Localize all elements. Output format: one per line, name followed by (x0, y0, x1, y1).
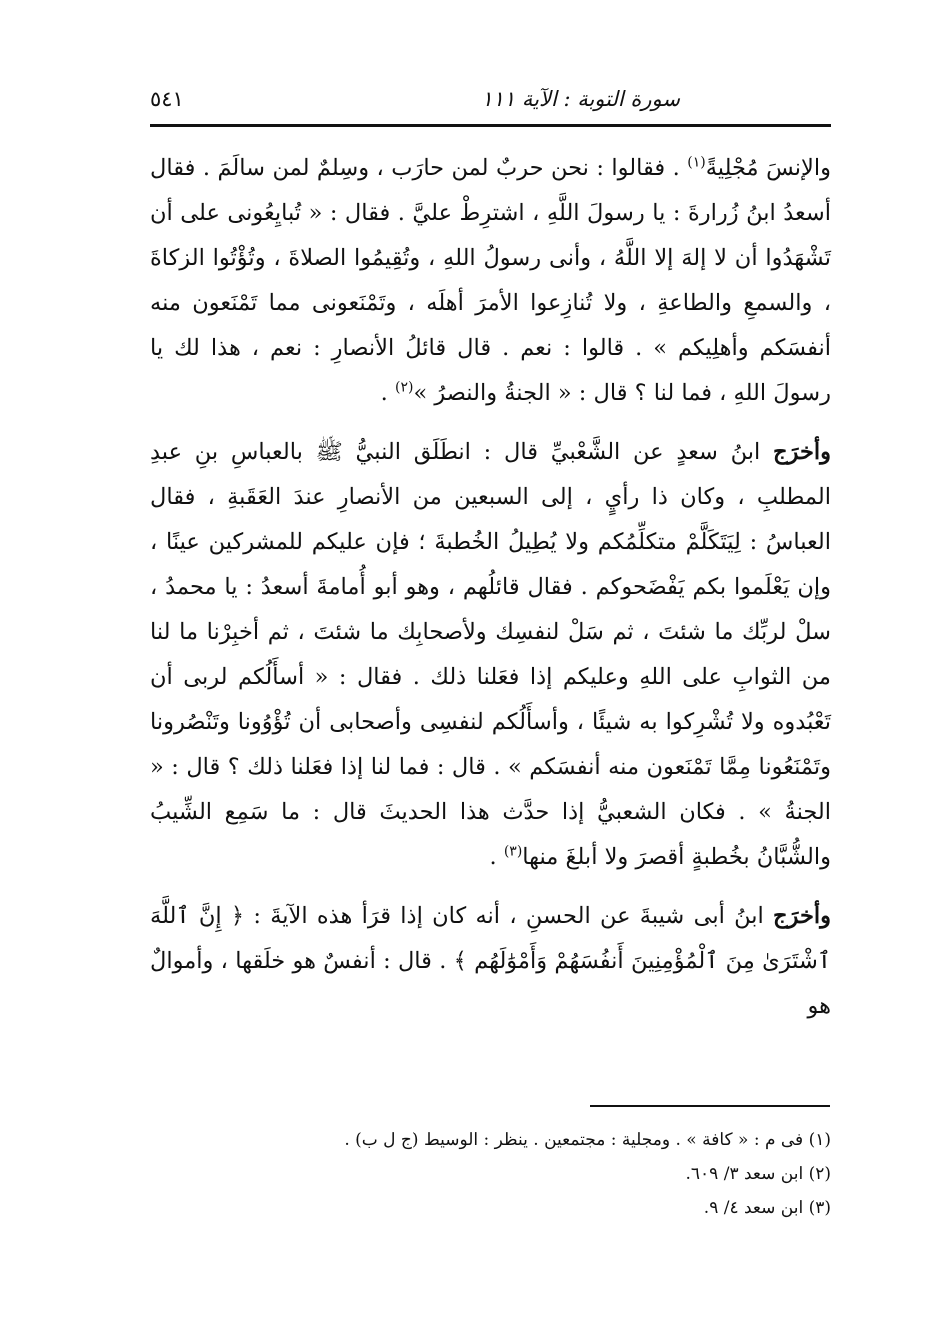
main-text (150, 146, 831, 1029)
paragraph-2 (150, 430, 831, 880)
page-number: ٥٤١ (150, 87, 184, 111)
footnote-3: (٣) ابن سعد ٤/ ٩. (703, 1198, 831, 1218)
footnote-ref-1: (١) (687, 154, 706, 171)
paragraph-2-text-b: . (489, 844, 504, 870)
footnote-rule (590, 1105, 830, 1107)
paragraph-3-text-a: ابنُ أبى شيبةَ عن الحسنِ ، أنه كان إذا قرَأ هذه الآيةَ : ﴿ إِنَّ ٱللَّهَ ٱشْتَرَىٰ مِنَ ٱلْمُؤْمِنِينَ أَنفُسَهُمْ وَأَمْوَٰلَهُم ﴾ . قال : أنفسٌ هو خلَقها ، وأموالٌ هو (150, 903, 831, 1019)
paragraph-1-text-c: . (380, 380, 395, 406)
footnote-ref-2: (٢) (394, 379, 414, 396)
footnotes (150, 1123, 831, 1225)
paragraph-3-lead-word: وأخرَج (773, 903, 831, 929)
page-header (150, 82, 830, 122)
paragraph-3 (150, 894, 831, 1029)
paragraph-1-text-b: . فقالوا : نحن حربٌ لمن حارَب ، وسِلمٌ لمن سالَمَ . فقال أسعدُ ابنُ زُرارةَ : يا رسولَ اللَّهِ ، اشترِطْ عليَّ . فقال : « تُبايِعُونى على أن تَشْهَدُوا أن لا إلهَ إلا اللَّهُ ، وأنى رسولُ اللهِ ، وتُقِيمُوا الصلاةَ ، وتُؤْتُوا الزكاةَ ، والسمعِ والطاعةِ ، ولا تُنازِعوا الأمرَ أهلَه ، وتَمْنَعونى مما تَمْنَعون منه أنفسَكم وأهلِيكم » . قالوا : نعم . قال قائلُ الأنصارِ : نعم ، هذا لك يا رسولَ اللهِ ، فما لنا ؟ قال : « الجنةُ والنصرُ » (150, 155, 831, 406)
running-title: سورة التوبة : الآية ١١١ (481, 87, 680, 111)
footnote-ref-3: (٣) (503, 843, 523, 860)
paragraph-1-text-a: والإنسَ مُجْلِيةً (705, 155, 831, 181)
header-rule (150, 124, 831, 127)
paragraph-2-lead-word: وأخرَج (773, 439, 831, 465)
footnote-2: (٢) ابن سعد ٣/ ٦٠٩. (685, 1164, 831, 1184)
paragraph-2-text-a: ابنُ سعدٍ عن الشَّعْبيِّ قال : انطَلَق النبيُّ ﷺ بالعباسِ بنِ عبدِ المطلبِ ، وكان ذا رأيٍ ، إلى السبعين من الأنصارِ عندَ العَقَبةِ ، فقال العباسُ : لِيَتَكَلَّمْ متكلِّمُكم ولا يُطِيلُ الخُطبةَ ؛ فإن عليكم للمشركين عينًا ، وإن يَعْلَموا بكم يَفْضَحوكم . فقال قائلُهم ، وهو أبو أُمامةَ أسعدُ : يا محمدُ ، سلْ لربِّك ما شئتَ ، ثم سَلْ لنفسِك ولأصحابِك ما شئتَ ، ثم أخبِرْنا ما لنا من الثوابِ على اللهِ وعليكم إذا فعَلنا ذلك . فقال : « أسأَلُكم لربى أن تَعْبُدوه ولا تُشْرِكوا به شيئًا ، وأسأَلُكم لنفسِى وأصحابى أن تُؤْوُونا وتَنْصُرونا وتَمْنَعُونا مِمَّا تَمْنَعون منه أنفسَكم » . قال : فما لنا إذا فعَلنا ذلك ؟ قال : « الجنةُ » . فكان الشعبيُّ إذا حدَّث هذا الحديثَ قال : ما سَمِع الشِّيبُ والشُّبَّانُ بخُطبةٍ أقصرَ ولا أبلغَ منها (150, 439, 831, 870)
footnote-1: (١) فى م : « كافة » . ومجلية : مجتمعين . ينظر : الوسيط (ج ل ب) . (344, 1130, 831, 1150)
paragraph-1 (150, 146, 831, 416)
